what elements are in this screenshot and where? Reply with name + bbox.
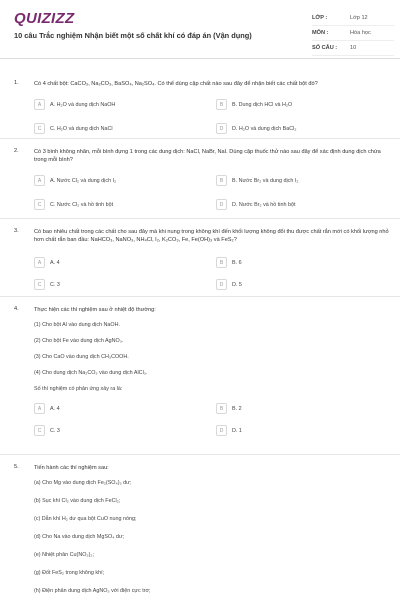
option-text: C. 3 — [50, 281, 60, 288]
option-letter-box: A — [34, 403, 45, 414]
option-letter-box: B — [216, 257, 227, 268]
option-letter-box: C — [34, 123, 45, 134]
option-a[interactable] — [34, 402, 204, 415]
header — [0, 0, 400, 59]
experiment-item: (e) Nhiệt phân Cu(NO₃)₂; — [34, 552, 95, 558]
option-b[interactable] — [216, 402, 386, 415]
divider — [0, 454, 400, 455]
meta-value: Lớp 12 — [350, 15, 368, 21]
option-a[interactable] — [34, 256, 204, 269]
option-text: D. H₂O và dung dịch BaCl₂ — [232, 125, 297, 132]
experiment-item: (b) Sục khí Cl₂ vào dung dịch FeCl₂; — [34, 498, 121, 504]
option-letter-box: A — [34, 175, 45, 186]
experiment-item: (a) Cho Mg vào dung dịch Fe₂(SO₄)₃ dư; — [34, 480, 132, 486]
option-letter-box: D — [216, 123, 227, 134]
option-text: B. 2 — [232, 405, 242, 412]
option-text: C. Nước Cl₂ và hồ tinh bột — [50, 201, 114, 208]
meta-panel — [312, 11, 394, 56]
option-letter-box: C — [34, 199, 45, 210]
experiment-item: (1) Cho bột Al vào dung dịch NaOH. — [34, 322, 120, 328]
question-number: 2. — [14, 148, 19, 154]
meta-label: MÔN : — [312, 30, 329, 36]
option-d[interactable] — [216, 198, 386, 211]
question-number: 4. — [14, 306, 19, 312]
option-letter-box: B — [216, 99, 227, 110]
question-text: Có 3 bình không nhãn, mỗi bình đựng 1 trong các dung dịch: NaCl, NaBr, NaI. Dùng cặp thuốc thử nào sau đây để xác định dung dịch chứa trong mỗi bình? — [34, 149, 381, 163]
experiment-item: (g) Đốt FeS₂ trong không khí; — [34, 570, 105, 576]
question-number: 1. — [14, 80, 19, 86]
option-letter-box: B — [216, 403, 227, 414]
experiment-item: (4) Cho dung dịch Na₂CO₃ vào dung dịch AlCl₃. — [34, 370, 148, 376]
question-text: Tiến hành các thí nghiệm sau: — [34, 465, 109, 471]
meta-row-class — [312, 11, 394, 26]
option-letter-box: A — [34, 257, 45, 268]
option-b[interactable] — [216, 174, 386, 187]
option-text: D. 5 — [232, 281, 242, 288]
option-a[interactable] — [34, 174, 204, 187]
divider — [0, 296, 400, 297]
option-letter-box: C — [34, 279, 45, 290]
experiment-item: (3) Cho CaO vào dung dịch CH₃COOH. — [34, 354, 129, 360]
option-letter-box: D — [216, 199, 227, 210]
meta-row-count — [312, 41, 394, 56]
experiment-item: (d) Cho Na vào dung dịch MgSO₄ dư; — [34, 534, 125, 540]
option-c[interactable] — [34, 278, 204, 291]
option-text: A. Nước Cl₂ và dung dịch I₂ — [50, 177, 117, 184]
experiment-item: (h) Điện phân dung dịch AgNO₃ với điện cực trơ; — [34, 588, 151, 594]
meta-label: LỚP : — [312, 15, 328, 21]
option-text: C. H₂O và dung dịch NaCl — [50, 125, 113, 132]
divider — [0, 138, 400, 139]
option-letter-box: A — [34, 99, 45, 110]
worksheet-title: 10 câu Trắc nghiệm Nhận biết một số chất khí có đáp án (Vận dụng) — [14, 31, 252, 40]
meta-row-subject — [312, 26, 394, 41]
option-letter-box: B — [216, 175, 227, 186]
question-text: Có bao nhiêu chất trong các chất cho sau đây mà khi nung trong không khí đến khối lượng không đổi thu được chất rắn mới có khối lượng nhỏ hơn chất rắn ban đầu: NaHCO₃, NaNO₃, NH₄Cl, I₂, K₂CO₃, Fe, Fe(OH)₃ và FeS₂? — [34, 229, 389, 243]
question-prompt: Số thí nghiệm có phản ứng xảy ra là: — [34, 386, 123, 392]
option-a[interactable] — [34, 98, 204, 111]
option-letter-box: D — [216, 279, 227, 290]
option-text: B. 6 — [232, 259, 242, 266]
question-number: 5. — [14, 464, 19, 470]
option-d[interactable] — [216, 122, 386, 135]
question-number: 3. — [14, 228, 19, 234]
option-d[interactable] — [216, 424, 386, 437]
option-text: D. 1 — [232, 427, 242, 434]
question-text: Có 4 chất bột: CaCO₃, Na₂CO₃, BaSO₄, Na₂SO₄. Có thể dùng cặp chất nào sau đây để nhận biết các chất bột đó? — [34, 81, 318, 87]
option-text: B. Dung dịch HCl và H₂O — [232, 101, 293, 108]
option-text: A. H₂O và dung dịch NaOH — [50, 101, 116, 108]
option-b[interactable] — [216, 256, 386, 269]
question-text: Thực hiện các thí nghiệm sau ở nhiệt độ thường: — [34, 307, 156, 313]
option-text: A. 4 — [50, 405, 60, 412]
meta-value: Hóa học — [350, 30, 371, 36]
option-text: B. Nước Br₂ và dung dịch I₂ — [232, 177, 299, 184]
option-letter-box: D — [216, 425, 227, 436]
divider — [0, 218, 400, 219]
meta-label: SỐ CÂU : — [312, 45, 338, 51]
option-text: D. Nước Br₂ và hồ tinh bột — [232, 201, 296, 208]
experiment-item: (c) Dẫn khí H₂ dư qua bột CuO nung nóng; — [34, 516, 137, 522]
option-d[interactable] — [216, 278, 386, 291]
option-c[interactable] — [34, 424, 204, 437]
option-text: C. 3 — [50, 427, 60, 434]
option-letter-box: C — [34, 425, 45, 436]
option-b[interactable] — [216, 98, 386, 111]
quizizz-logo[interactable]: QUIZIZZ — [14, 10, 75, 27]
option-text: A. 4 — [50, 259, 60, 266]
option-c[interactable] — [34, 122, 204, 135]
meta-value: 10 — [350, 45, 357, 51]
option-c[interactable] — [34, 198, 204, 211]
experiment-item: (2) Cho bột Fe vào dung dịch AgNO₃. — [34, 338, 124, 344]
